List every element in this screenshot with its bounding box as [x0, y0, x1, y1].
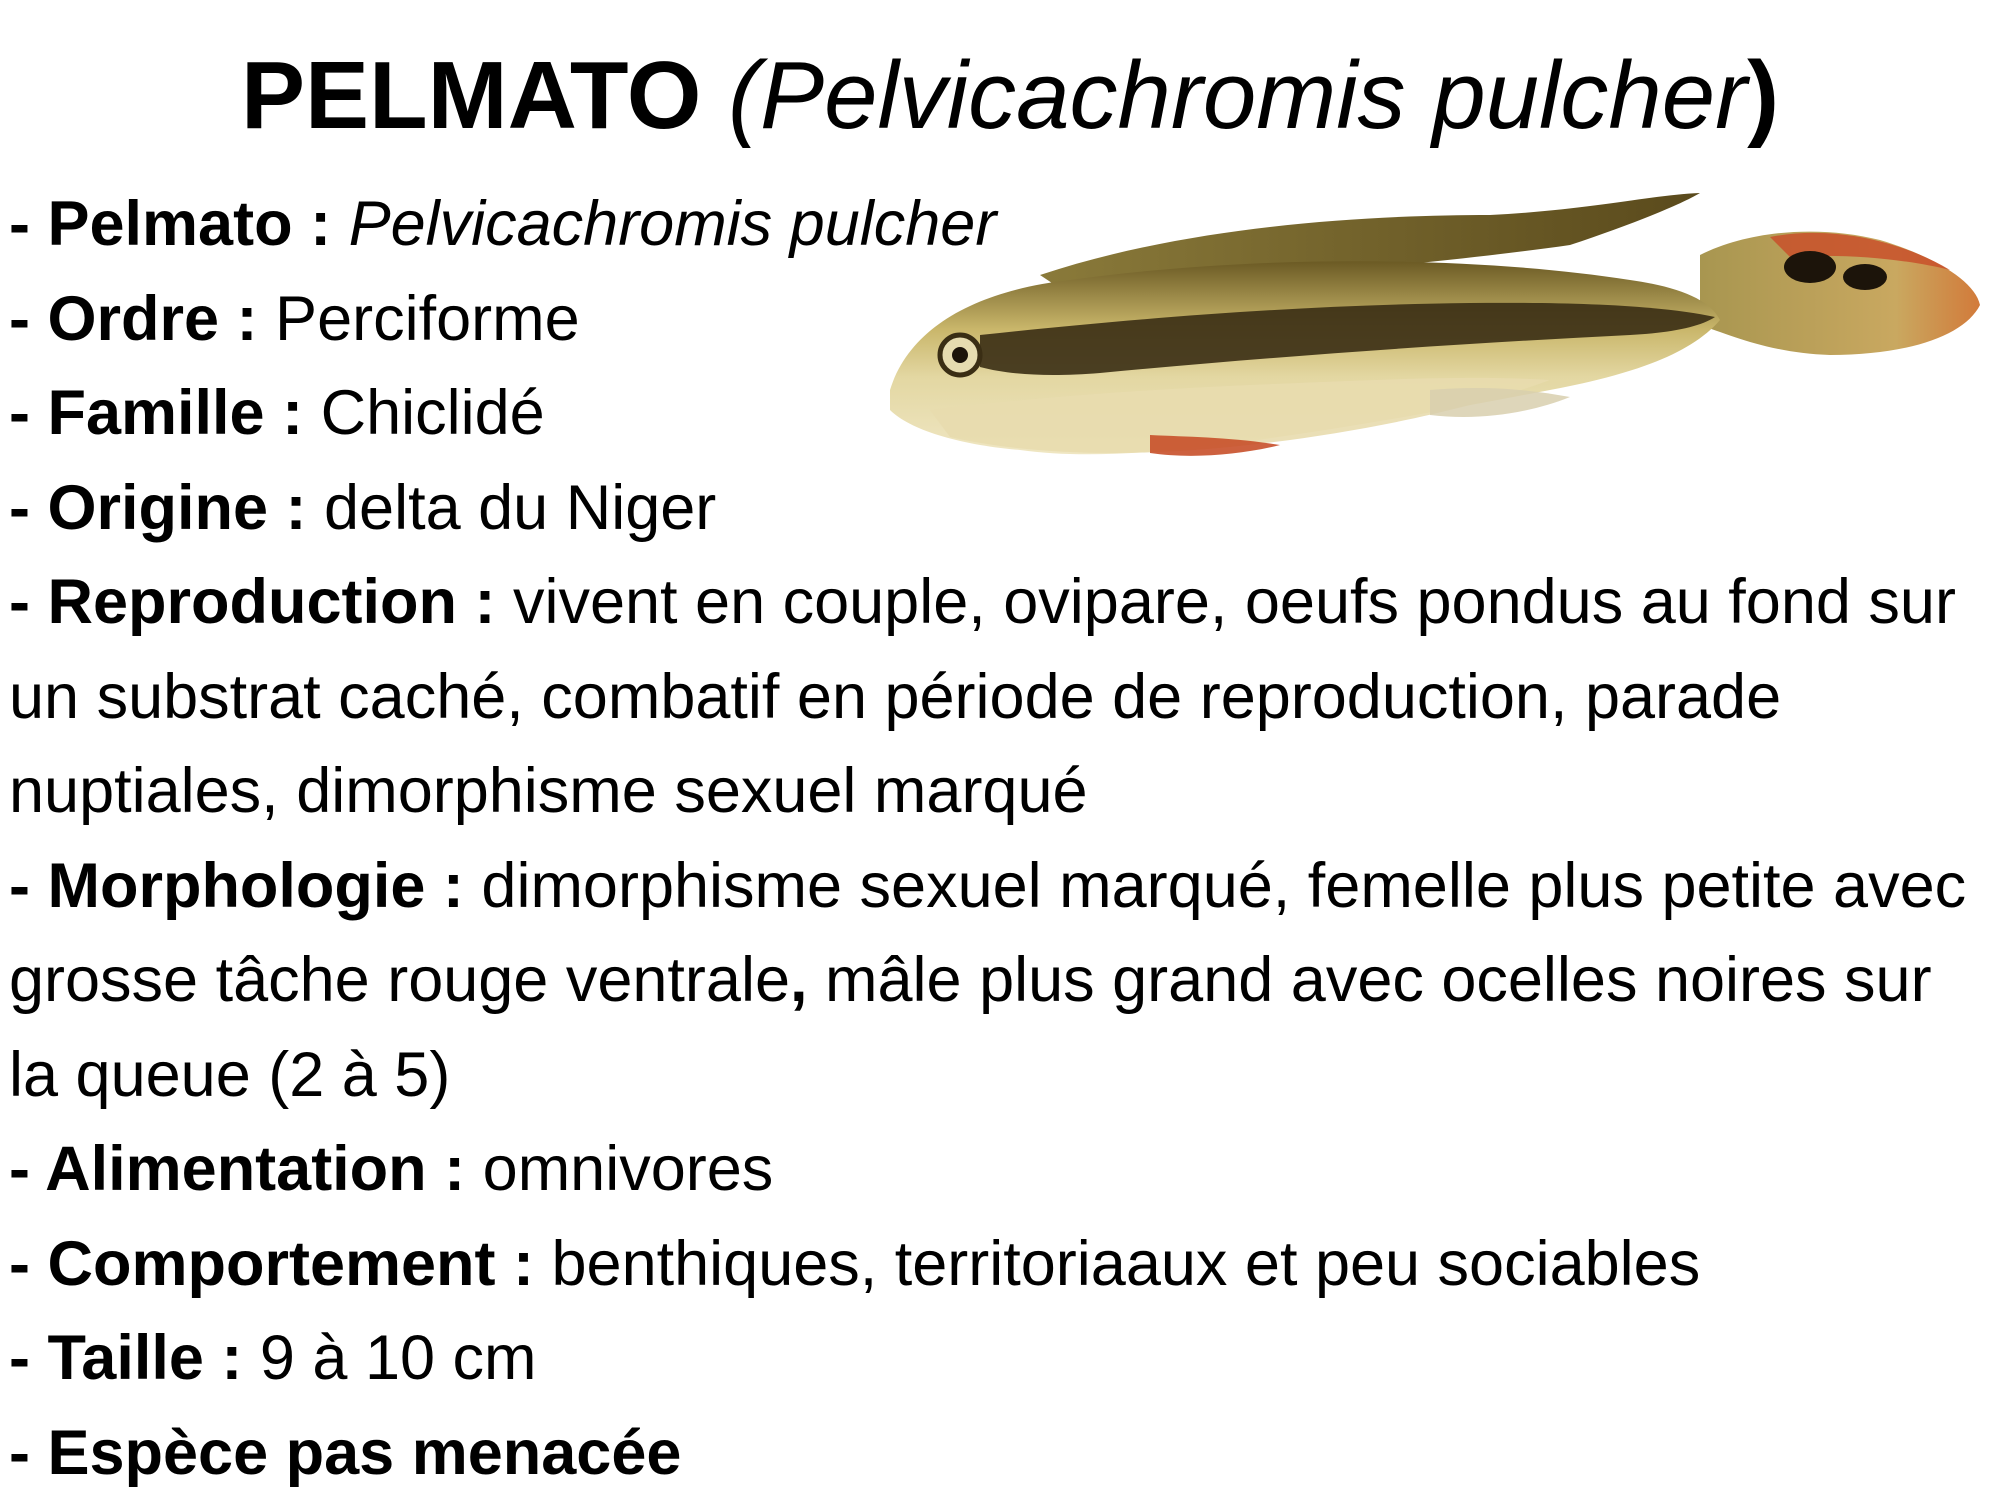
fact-ordre	[9, 272, 1994, 367]
page-title	[0, 44, 1998, 148]
fact-taille-value: 9 à 10 cm	[259, 1323, 537, 1393]
fact-alimentation-label: - Alimentation :	[9, 1134, 466, 1204]
title-open-paren: (	[728, 42, 761, 149]
fact-ordre-label: - Ordre :	[9, 283, 258, 354]
fact-comportement	[9, 1217, 1994, 1312]
fact-conservation-label: - Espèce pas menacée	[9, 1417, 682, 1488]
fact-morphologie	[9, 839, 1989, 1123]
fact-morphologie-label: - Morphologie :	[9, 850, 464, 921]
fact-sheet	[9, 177, 1994, 1500]
fact-pelmato-value: Pelvicachromis pulcher	[348, 189, 997, 259]
fact-famille	[9, 366, 1994, 461]
fact-famille-label: - Famille :	[9, 378, 304, 448]
fact-alimentation-value: omnivores	[482, 1134, 774, 1204]
title-close-paren: )	[1747, 42, 1780, 149]
fact-ordre-value: Perciforme	[275, 283, 580, 354]
title-common-name: PELMATO	[240, 42, 702, 149]
fact-morphologie-value-a: dimorphisme sexuel marqué, femelle plus petite avec grosse tâche rouge ventrale	[9, 850, 1967, 1015]
fact-origine-value: delta du Niger	[324, 472, 717, 543]
fact-origine-label: - Origine :	[9, 472, 307, 543]
fact-pelmato-label: - Pelmato :	[9, 189, 332, 259]
fact-pelmato	[9, 177, 1994, 272]
fact-reproduction-label: - Reproduction :	[9, 567, 496, 637]
fact-origine	[9, 461, 1994, 556]
title-scientific-name: Pelvicachromis pulcher	[760, 42, 1748, 149]
fact-taille	[9, 1311, 1994, 1406]
fact-conservation	[9, 1406, 1994, 1500]
fact-reproduction-value: vivent en couple, ovipare, oeufs pondus au fond sur un substrat caché, combatif en période de reproduction, parade nuptiales, dimorphisme sexuel marqué	[9, 567, 1956, 826]
fact-morphologie-value-b: mâle plus grand avec ocelles noires sur la queue (2 à 5)	[9, 945, 1932, 1110]
fact-famille-value: Chiclidé	[320, 378, 545, 448]
fact-alimentation	[9, 1122, 1994, 1217]
fact-taille-label: - Taille :	[9, 1323, 243, 1393]
fact-morphologie-comma: ,	[789, 945, 808, 1015]
fact-comportement-label: - Comportement :	[9, 1228, 534, 1299]
fact-comportement-value: benthiques, territoriaaux et peu sociables	[551, 1228, 1701, 1299]
fact-reproduction	[9, 555, 1989, 839]
